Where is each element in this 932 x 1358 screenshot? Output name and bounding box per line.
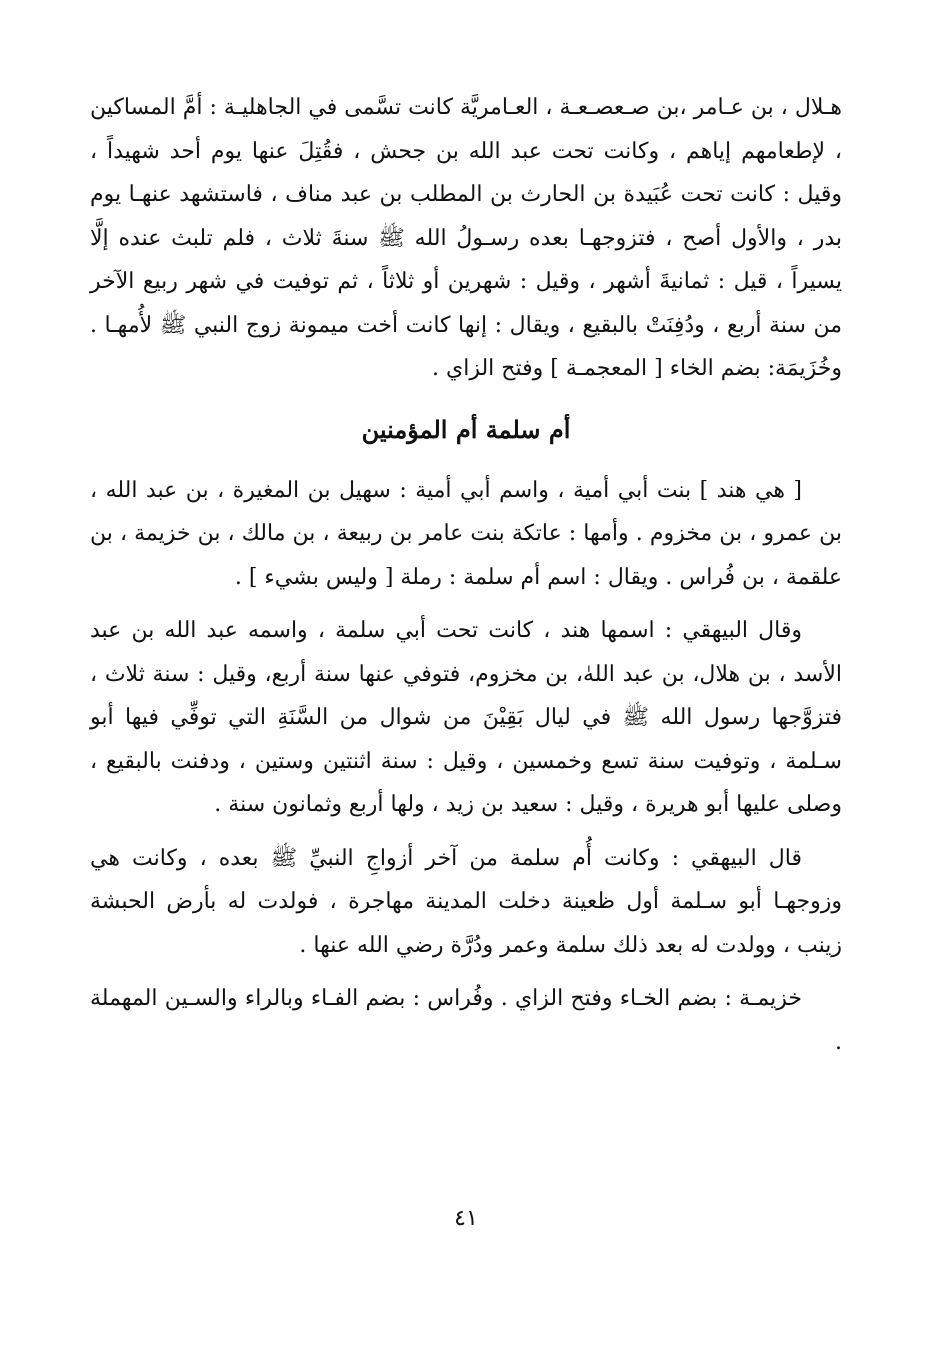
paragraph-maymuna-khuzayma: هـلال ، بن عـامر ،بن صـعصـعـة ، العـامريَّة كانت تسَّمى في الجاهليـة : أمَّ المساكين ، لإطعامهم إياهم ، وكانت تحت عبد الله بن جحش ، فقُتِلَ عنها يوم أحد شهيداً ، وقيل : كانت تحت عُبَيدة بن الحارث بن المطلب بن عبد مناف ، فاستشهد عنهـا يوم بدر ، والأول أصح ، فتزوجهـا بعده رسـولُ الله ﷺ سنةَ ثلاث ، فلم تلبث عنده إلَّا يسيراً ، قيل : ثمانيةَ أشهر ، وقيل : شهرين أو ثلاثاً ، ثم توفيت في شهر ربيع الآخر من سنة أربع ، ودُفِنَتْ بالبقيع ، ويقال : إنها كانت أخت ميمونة زوج النبي ﷺ لأُمهـا . وخُزَيمَة: بضم الخاء [ المعجمـة ] وفتح الزاي . (90, 95, 842, 381)
paragraph-bayhaqi-hijra: قال البيهقي : وكانت أُم سلمة من آخر أزواجِ النبيِّ ﷺ بعده ، وكانت هي وزوجهـا أبو سـلمة أول ظعينة دخلت المدينة مهاجرة ، فولدت له بأرض الحبشة زينب ، وولدت له بعد ذلك سلمة وعمر ودُرَّة رضي الله عنها . (90, 845, 842, 958)
paragraph-bayhaqi-name: وقال البيهقي : اسمها هند ، كانت تحت أبي سلمة ، واسمه عبد الله بن عبد الأسد ، بن هلال، بن عبد اللهٰ، بن مخزوم، فتوفي عنها سنة أربع، وقيل : سنة ثلاث ، فتزوَّجها رسول الله ﷺ في ليال بَقِيْنَ من شوال من السَّنَةِ التي توفِّي فيها أبو سـلمة ، وتوفيت سنة تسع وخمسين ، وقيل : سنة اثنتين وستين ، ودفنت بالبقيع ، وصلى عليها أبو هريرة ، وقيل : سعيد بن زيد ، ولها أربع وثمانون سنة . (90, 618, 842, 817)
paragraph-footnote-spelling: خزيمـة : بضم الخـاء وفتح الزاي . وفُراس : بضم الفـاء وبالراء والسـين المهملة . (90, 986, 842, 1055)
section-title: أم سلمة أم المؤمنين (361, 414, 571, 444)
paragraph-um-salama-lineage: [ هي هند ] بنت أبي أمية ، واسم أبي أمية : سهيل بن المغيرة ، بن عبد الله ، بن عمرو ، بن مخزوم . وأمها : عاتكة بنت عامر بن ربيعة ، بن مالك ، بن خزيمة ، بن علقمة ، بن فُراس . ويقال : اسم أم سلمة : رملة [ وليس بشيء ] . (90, 477, 842, 590)
page-body (90, 86, 842, 1064)
page-number: ٤١ (454, 1206, 478, 1231)
